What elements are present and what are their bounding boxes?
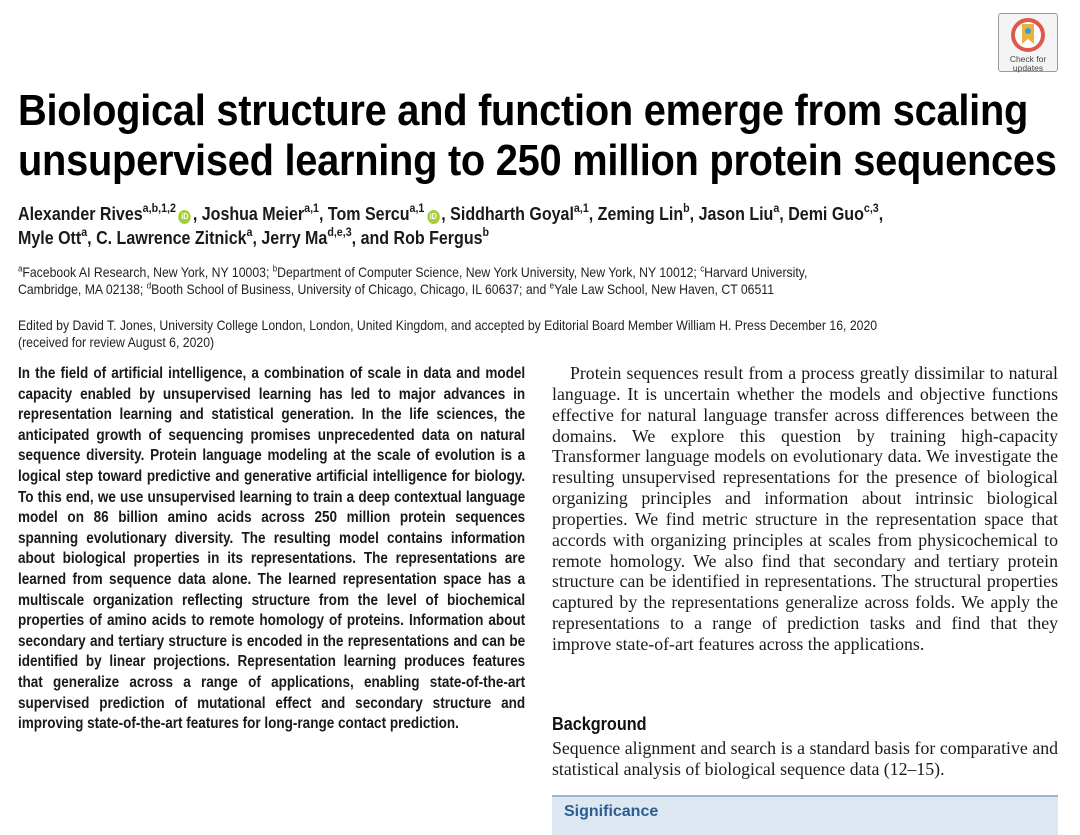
intro-paragraph: Protein sequences result from a process greatly dissimilar to natural language. It is uncertain whether the models and objective functions effective for natural language transfer across differences between the domains. We explore this question by training high-capacity Transformer language models on evolutionary data. We investigate the resulting unsupervised representations for the presence of biological organizing principles and information about intrinsic biological properties. We find metric structure in the representation space that accords with organizing principles at scales from physicochemical to remote homology. We also find that secondary and tertiary protein structure can be identified in representations. The structural properties captured by the representations generalize across folds. We apply the representations to a range of prediction tasks and find that they improve state-of-art features across the applications. [552, 363, 1058, 654]
author-separator: , [87, 228, 97, 248]
orcid-icon[interactable]: iD [427, 210, 439, 224]
author-affiliation-marker: a,1 [304, 201, 319, 215]
author-affiliation-marker: a,1 [573, 201, 589, 215]
background-section [552, 738, 1058, 780]
author-name[interactable]: Siddharth Goyal [450, 204, 574, 224]
author-affiliation-marker: c,3 [863, 201, 879, 215]
editorial-note-line-2: (received for review August 6, 2020) [18, 334, 215, 350]
author-name[interactable]: Alexander Rives [18, 204, 143, 224]
affiliation-text: Facebook AI Research, New York, NY 10003; [22, 264, 273, 280]
author-name[interactable]: Jason Liu [698, 204, 774, 224]
article-title [18, 86, 1057, 186]
author-separator: , [252, 228, 262, 248]
check-for-updates-icon [1011, 18, 1045, 52]
affiliation-marker: e [549, 280, 555, 291]
author-list [18, 202, 1059, 250]
affiliation-text: Yale Law School, New Haven, CT 06511 [554, 281, 775, 297]
editorial-note [18, 317, 1059, 351]
author-name[interactable]: Joshua Meier [201, 204, 305, 224]
affiliation-marker: d [146, 280, 152, 291]
background-heading: Background [552, 714, 647, 734]
affiliation-text: Cambridge, MA 02138; [18, 281, 147, 297]
author-affiliation-marker: d,e,3 [327, 225, 352, 239]
author-separator: , [878, 204, 884, 224]
affiliation-text: Booth School of Business, University of Chicago, Chicago, IL 60637; and [151, 281, 550, 297]
author-separator: , and [351, 228, 394, 248]
intro-column [552, 363, 1058, 655]
affiliation-text: Department of Computer Science, New York University, New York, NY 10012; [277, 264, 701, 280]
affiliations [18, 264, 1059, 298]
author-separator: , [318, 204, 328, 224]
affiliation-marker: c [700, 263, 705, 274]
author-affiliation-marker: a [773, 201, 780, 215]
affiliation-text: Harvard University, [704, 264, 808, 280]
author-separator: , [779, 204, 789, 224]
author-name[interactable]: Zeming Lin [597, 204, 684, 224]
author-affiliation-marker: a [81, 225, 88, 239]
author-name[interactable]: Myle Ott [18, 228, 82, 248]
author-affiliation-marker: a [246, 225, 253, 239]
background-paragraph: Sequence alignment and search is a standard basis for comparative and statistical analysis of biological sequence data (12–15). [552, 738, 1058, 779]
author-affiliation-marker: a,b,1,2 [142, 201, 176, 215]
significance-box [552, 795, 1058, 835]
editorial-note-line-1: Edited by David T. Jones, University College London, London, United Kingdom, and accepted by Editorial Board Member William H. Press December 16, 2020 [18, 317, 878, 333]
author-affiliation-marker: b [482, 225, 490, 239]
author-name[interactable]: Jerry Ma [261, 228, 328, 248]
check-for-updates-badge[interactable] [998, 13, 1058, 72]
author-name[interactable]: Demi Guo [788, 204, 864, 224]
author-name[interactable]: C. Lawrence Zitnick [96, 228, 247, 248]
author-separator: , [689, 204, 699, 224]
author-separator: , [441, 204, 451, 224]
author-name[interactable]: Tom Sercu [327, 204, 410, 224]
affiliation-marker: b [272, 263, 278, 274]
abstract-text: In the field of artificial intelligence, a combination of scale in data and model capacity enabled by unsupervised learning has led to major advances in representation learning and statistical generation. In the life sciences, the anticipated growth of sequencing promises unprecedented data on natural sequence diversity. Protein language modeling at the scale of evolution is a logical step toward predictive and generative artificial intelligence for biology. To this end, we use unsupervised learning to train a deep contextual language model on 86 billion amino acids across 250 million protein sequences spanning evolutionary diversity. The resulting model contains information about biological properties in its representations. The representations are learned from sequence data alone. The learned representation space has a multiscale organization reflecting structure from the level of biochemical properties of amino acids to remote homology of proteins. Information about secondary and tertiary structure is encoded in the representations and can be identified by linear projections. Representation learning produces features that generalize across a range of applications, enabling state-of-the-art supervised prediction of mutational effect and secondary structure and improving state-of-the-art features for long-range contact prediction. [18, 365, 526, 733]
orcid-icon[interactable]: iD [179, 210, 191, 224]
abstract [18, 364, 525, 735]
author-separator: , [588, 204, 598, 224]
author-affiliation-marker: b [683, 201, 690, 215]
author-separator: , [192, 204, 202, 224]
significance-label: Significance [564, 803, 659, 820]
title-line-2: unsupervised learning to 250 million protein sequences [18, 136, 1057, 185]
title-line-1: Biological structure and function emerge from scaling [18, 86, 1029, 135]
affiliation-marker: a [18, 263, 23, 274]
check-for-updates-label: Check for updates [1009, 54, 1047, 73]
author-affiliation-marker: a,1 [409, 201, 425, 215]
author-name[interactable]: Rob Fergus [393, 228, 483, 248]
